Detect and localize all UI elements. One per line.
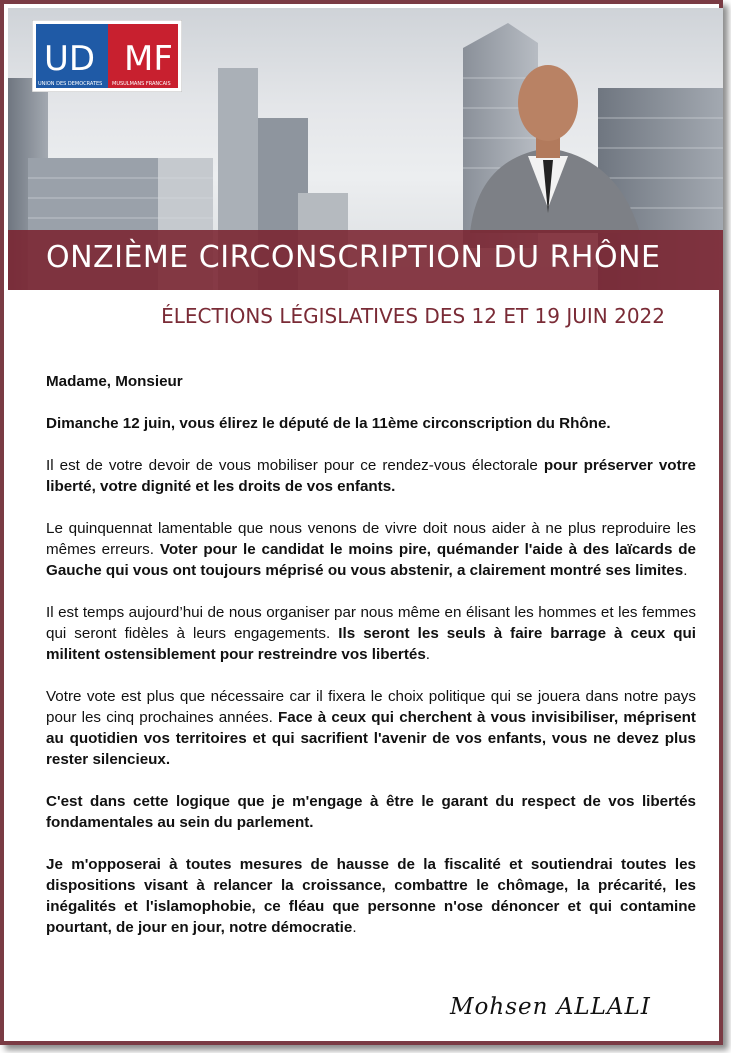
paragraph-3 [46, 518, 696, 581]
paragraph-5 [46, 686, 696, 770]
paragraph-1: Dimanche 12 juin, vous élirez le député de la 11ème circonscription du Rhône. [46, 415, 611, 432]
letter-body [46, 371, 696, 959]
page-title: ONZIÈME CIRCONSCRIPTION DU RHÔNE [46, 240, 661, 275]
paragraph-7-end: . [352, 919, 357, 936]
paragraph-2 [46, 455, 696, 497]
paragraph-4 [46, 602, 696, 665]
greeting: Madame, Monsieur [46, 373, 183, 390]
paragraph-4-normal: Il est temps aujourd’hui de nous organiser par nous même en élisant les hommes et les femmes qui seront fidèles à leurs engagements. [46, 604, 696, 642]
paragraph-2-bold: pour préserver votre liberté, votre dignité et les droits de vos enfants. [46, 457, 696, 495]
paragraph-2-normal: Il est de votre devoir de vous mobiliser pour ce rendez-vous électorale [46, 457, 544, 474]
signature: Mohsen ALLALI [450, 994, 651, 1020]
paragraph-5-normal: Votre vote est plus que nécessaire car il fixera le choix politique qui se jouera dans notre pays pour les cinq prochaines années. [46, 688, 696, 726]
election-subtitle: ÉLECTIONS LÉGISLATIVES DES 12 ET 19 JUIN 2022 [161, 304, 665, 328]
paragraph-7-bold: Je m'opposerai à toutes mesures de hausse de la fiscalité et soutiendrai toutes les dispositions visant à relancer la croissance, combattre le chômage, la précarité, les inégalités et l'islamophobie, ce fléau que personne n'ose dénoncer et qui contamine pourtant, de jour en jour, notre démocratie [46, 856, 696, 936]
paragraph-5-bold: Face à ceux qui cherchent à vous invisibiliser, méprisent au quotidien vos territoires et qui sacrifient l'avenir de vos enfants, vous ne devez plus rester silencieux. [46, 709, 696, 768]
paragraph-7 [46, 854, 696, 938]
logo-mf-text: MF [124, 39, 173, 79]
paragraph-4-bold: Ils seront les seuls à faire barrage à ceux qui militent ostensiblement pour restreindre vos libertés [46, 625, 696, 663]
paragraph-3-end: . [683, 562, 688, 579]
logo-right-caption: MUSULMANS FRANCAIS [112, 81, 171, 87]
paragraph-3-normal: Le quinquennat lamentable que nous venons de vivre doit nous aider à ne plus reproduire les mêmes erreurs. [46, 520, 696, 558]
paragraph-3-bold: Voter pour le candidat le moins pire, quémander l'aide à des laïcards de Gauche qui vous ont toujours méprisé ou vous abstenir, a clairement montré ses limites [46, 541, 696, 579]
logo-ud-text: UD [44, 39, 96, 79]
udmf-logo [32, 20, 182, 92]
paragraph-6: C'est dans cette logique que je m'engage à être le garant du respect de vos libertés fondamentales au sein du parlement. [46, 793, 696, 831]
paragraph-4-end: . [425, 646, 431, 663]
logo-left-caption: UNION DES DEMOCRATES [38, 81, 103, 87]
